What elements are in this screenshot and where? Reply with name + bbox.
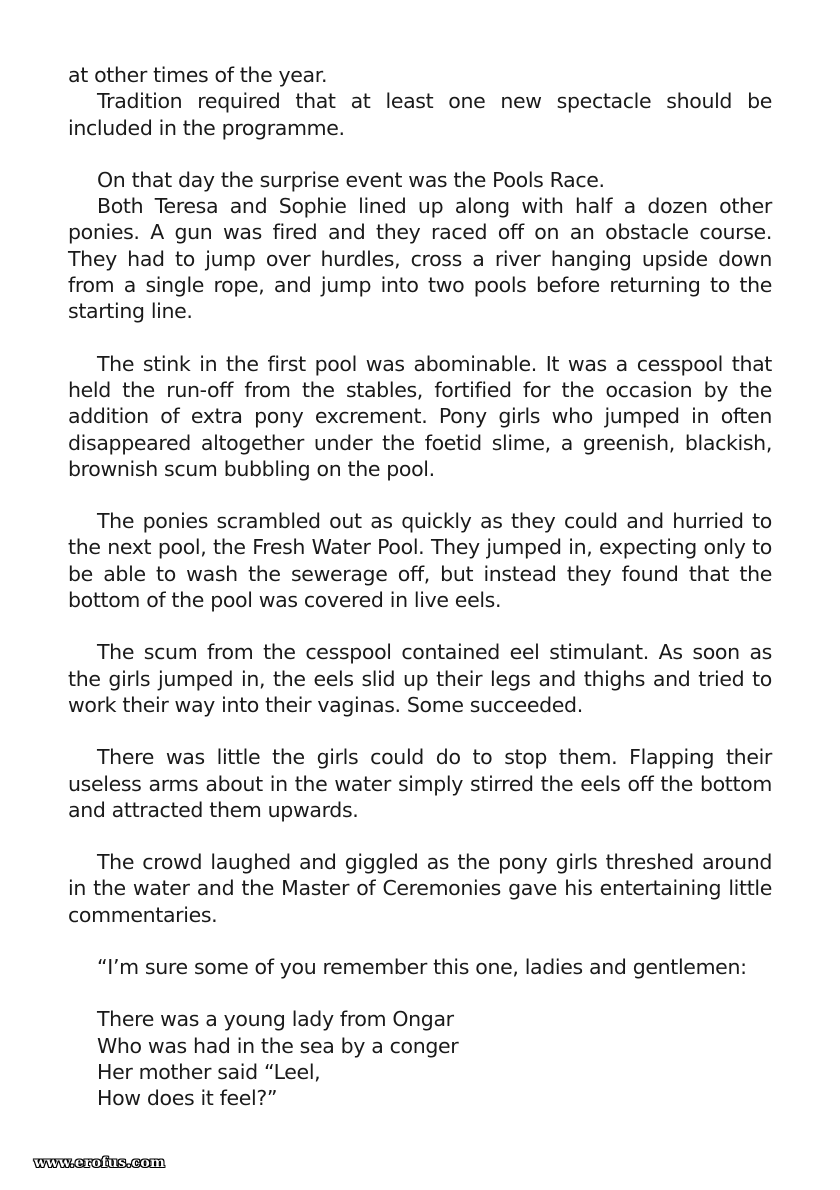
paragraph-gap [68,613,772,639]
paragraph: at other times of the year. [68,63,328,87]
verse-line: Who was had in the sea by a conger [97,1033,459,1058]
paragraph: “I’m sure some of you remember this one, ladies and gentlemen: [97,955,747,980]
document-page [68,62,772,1112]
verse-line: Her mother said “Leel, [97,1059,321,1084]
paragraph: Tradition required that at least one new spectacle should be included in the programme. [68,89,772,140]
paragraph: The crowd laughed and giggled as the pony girls threshed around in the water and the Master of Ceremonies gave his entertaining little commentaries. [68,850,772,927]
paragraph: The scum from the cesspool contained eel stimulant. As soon as the girls jumped in, the eels slid up their legs and thighs and tried to work their way into their vaginas. Some succeeded. [68,640,772,717]
watermark: www.erofus.com [34,1155,166,1171]
paragraph-gap [68,325,772,351]
verse-line: How does it feel?” [97,1086,278,1111]
paragraph-gap [68,141,772,167]
paragraph: The ponies scrambled out as quickly as they could and hurried to the next pool, the Fresh Water Pool. They jumped in, expecting only to be able to wash the sewerage off, but instead they found that the bottom of the pool was covered in live eels. [68,509,772,613]
paragraph-gap [68,823,772,849]
verse-line: There was a young lady from Ongar [97,1007,454,1032]
paragraph: There was little the girls could do to stop them. Flapping their useless arms about in the water simply stirred the eels off the bottom and attracted them upwards. [68,745,772,822]
limerick-verse [68,1006,772,1111]
paragraph-gap [68,928,772,954]
paragraph-gap [68,980,772,1006]
paragraph: On that day the surprise event was the Pools Race. [97,167,605,192]
paragraph-gap [68,482,772,508]
paragraph: The stink in the first pool was abominable. It was a cesspool that held the run-off from the stables, fortified for the occasion by the addition of extra pony excrement. Pony girls who jumped in often disappeared altogether under the foetid slime, a greenish, blackish, brownish scum bubbling on the pool. [68,351,772,481]
paragraph-gap [68,718,772,744]
paragraph: Both Teresa and Sophie lined up along with half a dozen other ponies. A gun was fired and they raced off on an obstacle course. They had to jump over hurdles, cross a river hanging upside down from a single rope, and jump into two pools before returning to the starting line. [68,194,772,324]
